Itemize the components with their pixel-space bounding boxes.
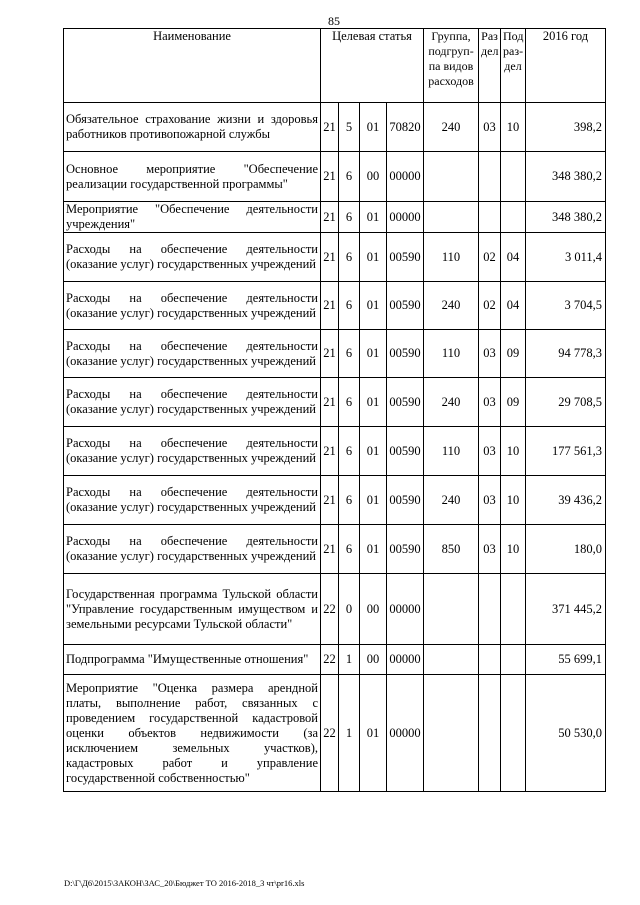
subsection-code: 10 bbox=[501, 427, 526, 476]
target-direction-code: 00000 bbox=[387, 574, 424, 645]
target-direction-code: 00590 bbox=[387, 330, 424, 378]
target-program-code: 21 bbox=[321, 378, 339, 427]
amount-2016: 3 704,5 bbox=[526, 282, 606, 330]
row-name: Расходы на обеспечение деятельности (оказание услуг) государственных учреждений bbox=[64, 476, 321, 525]
row-name: Расходы на обеспечение деятельности (оказание услуг) государственных учреждений bbox=[64, 282, 321, 330]
table-row bbox=[64, 152, 606, 202]
row-name: Расходы на обеспечение деятельности (оказание услуг) государственных учреждений bbox=[64, 427, 321, 476]
subsection-code bbox=[501, 574, 526, 645]
header-name: Наименование bbox=[64, 29, 321, 103]
section-code bbox=[479, 675, 501, 792]
amount-2016: 177 561,3 bbox=[526, 427, 606, 476]
amount-2016: 50 530,0 bbox=[526, 675, 606, 792]
section-code: 03 bbox=[479, 476, 501, 525]
target-event-code: 01 bbox=[360, 427, 387, 476]
page-number: 85 bbox=[328, 14, 340, 28]
amount-2016: 371 445,2 bbox=[526, 574, 606, 645]
target-event-code: 01 bbox=[360, 233, 387, 282]
target-subprogram-code: 0 bbox=[339, 574, 360, 645]
subsection-code: 04 bbox=[501, 282, 526, 330]
target-program-code: 22 bbox=[321, 574, 339, 645]
subsection-code: 10 bbox=[501, 525, 526, 574]
expense-group: 110 bbox=[424, 330, 479, 378]
header-section: Раз дел bbox=[479, 29, 501, 103]
table-row bbox=[64, 202, 606, 233]
row-name: Основное мероприятие "Обеспечение реализации государственной программы" bbox=[64, 152, 321, 202]
expense-group: 110 bbox=[424, 427, 479, 476]
amount-2016: 3 011,4 bbox=[526, 233, 606, 282]
section-code bbox=[479, 645, 501, 675]
target-program-code: 21 bbox=[321, 103, 339, 152]
amount-2016: 398,2 bbox=[526, 103, 606, 152]
header-group: Группа, подгруп- па видов расходов bbox=[424, 29, 479, 103]
subsection-code: 09 bbox=[501, 378, 526, 427]
target-subprogram-code: 6 bbox=[339, 202, 360, 233]
target-event-code: 01 bbox=[360, 202, 387, 233]
header-subsection: Под раз- дел bbox=[501, 29, 526, 103]
row-name: Мероприятие "Обеспечение деятельности учреждения" bbox=[64, 202, 321, 233]
amount-2016: 180,0 bbox=[526, 525, 606, 574]
table-row bbox=[64, 330, 606, 378]
table-header-row bbox=[64, 29, 606, 103]
table-row bbox=[64, 525, 606, 574]
section-code: 03 bbox=[479, 378, 501, 427]
target-event-code: 01 bbox=[360, 476, 387, 525]
table-row bbox=[64, 675, 606, 792]
target-event-code: 00 bbox=[360, 574, 387, 645]
subsection-code bbox=[501, 152, 526, 202]
subsection-code bbox=[501, 675, 526, 792]
target-program-code: 22 bbox=[321, 675, 339, 792]
target-event-code: 01 bbox=[360, 282, 387, 330]
subsection-code bbox=[501, 202, 526, 233]
target-subprogram-code: 6 bbox=[339, 152, 360, 202]
target-subprogram-code: 6 bbox=[339, 525, 360, 574]
section-code bbox=[479, 152, 501, 202]
row-name: Расходы на обеспечение деятельности (оказание услуг) государственных учреждений bbox=[64, 378, 321, 427]
expense-group: 240 bbox=[424, 103, 479, 152]
target-subprogram-code: 1 bbox=[339, 645, 360, 675]
row-name: Мероприятие "Оценка размера арендной платы, выполнение работ, связанных с проведением государственной кадастровой оценки объектов недвижимости (за исключением земельных участков), кадастровых работ и управление государственной собственностью" bbox=[64, 675, 321, 792]
row-name: Обязательное страхование жизни и здоровья работников противопожарной службы bbox=[64, 103, 321, 152]
target-direction-code: 00590 bbox=[387, 282, 424, 330]
amount-2016: 29 708,5 bbox=[526, 378, 606, 427]
target-program-code: 21 bbox=[321, 282, 339, 330]
expense-group bbox=[424, 202, 479, 233]
section-code: 03 bbox=[479, 525, 501, 574]
table-row bbox=[64, 282, 606, 330]
amount-2016: 348 380,2 bbox=[526, 202, 606, 233]
target-event-code: 01 bbox=[360, 378, 387, 427]
subsection-code: 09 bbox=[501, 330, 526, 378]
row-name: Подпрограмма "Имущественные отношения" bbox=[64, 645, 321, 675]
row-name: Расходы на обеспечение деятельности (оказание услуг) государственных учреждений bbox=[64, 233, 321, 282]
target-direction-code: 00000 bbox=[387, 675, 424, 792]
expense-group: 240 bbox=[424, 476, 479, 525]
expense-group bbox=[424, 675, 479, 792]
target-event-code: 01 bbox=[360, 525, 387, 574]
target-subprogram-code: 1 bbox=[339, 675, 360, 792]
target-direction-code: 00000 bbox=[387, 202, 424, 233]
target-program-code: 21 bbox=[321, 233, 339, 282]
target-subprogram-code: 5 bbox=[339, 103, 360, 152]
expense-group: 850 bbox=[424, 525, 479, 574]
target-program-code: 21 bbox=[321, 330, 339, 378]
target-direction-code: 00590 bbox=[387, 427, 424, 476]
section-code: 02 bbox=[479, 282, 501, 330]
table-row bbox=[64, 233, 606, 282]
target-event-code: 01 bbox=[360, 675, 387, 792]
target-subprogram-code: 6 bbox=[339, 427, 360, 476]
target-subprogram-code: 6 bbox=[339, 476, 360, 525]
row-name: Расходы на обеспечение деятельности (оказание услуг) государственных учреждений bbox=[64, 525, 321, 574]
budget-table bbox=[63, 28, 606, 792]
file-path-footer: D:\Г\Д6\2015\ЗАКОН\ЗАС_20\Бюджет ТО 2016-2018_3 чт\pr16.xls bbox=[64, 878, 305, 888]
target-event-code: 01 bbox=[360, 330, 387, 378]
subsection-code bbox=[501, 645, 526, 675]
target-direction-code: 70820 bbox=[387, 103, 424, 152]
target-direction-code: 00000 bbox=[387, 645, 424, 675]
expense-group: 240 bbox=[424, 378, 479, 427]
expense-group bbox=[424, 574, 479, 645]
expense-group: 110 bbox=[424, 233, 479, 282]
expense-group bbox=[424, 645, 479, 675]
target-direction-code: 00590 bbox=[387, 525, 424, 574]
target-program-code: 21 bbox=[321, 476, 339, 525]
target-subprogram-code: 6 bbox=[339, 378, 360, 427]
expense-group bbox=[424, 152, 479, 202]
amount-2016: 348 380,2 bbox=[526, 152, 606, 202]
section-code: 03 bbox=[479, 103, 501, 152]
target-program-code: 21 bbox=[321, 152, 339, 202]
table-row bbox=[64, 103, 606, 152]
section-code bbox=[479, 574, 501, 645]
row-name: Государственная программа Тульской области "Управление государственным имуществом и земельными ресурсами Тульской области" bbox=[64, 574, 321, 645]
table-row bbox=[64, 645, 606, 675]
target-direction-code: 00590 bbox=[387, 476, 424, 525]
amount-2016: 94 778,3 bbox=[526, 330, 606, 378]
amount-2016: 39 436,2 bbox=[526, 476, 606, 525]
section-code: 03 bbox=[479, 330, 501, 378]
header-target-article: Целевая статья bbox=[321, 29, 424, 103]
row-name: Расходы на обеспечение деятельности (оказание услуг) государственных учреждений bbox=[64, 330, 321, 378]
subsection-code: 04 bbox=[501, 233, 526, 282]
target-event-code: 01 bbox=[360, 103, 387, 152]
table-row bbox=[64, 427, 606, 476]
target-program-code: 21 bbox=[321, 525, 339, 574]
section-code: 03 bbox=[479, 427, 501, 476]
table-body bbox=[64, 103, 606, 792]
target-direction-code: 00000 bbox=[387, 152, 424, 202]
target-direction-code: 00590 bbox=[387, 233, 424, 282]
expense-group: 240 bbox=[424, 282, 479, 330]
table-row bbox=[64, 574, 606, 645]
table-row bbox=[64, 378, 606, 427]
target-subprogram-code: 6 bbox=[339, 233, 360, 282]
subsection-code: 10 bbox=[501, 103, 526, 152]
section-code: 02 bbox=[479, 233, 501, 282]
target-program-code: 21 bbox=[321, 427, 339, 476]
subsection-code: 10 bbox=[501, 476, 526, 525]
target-subprogram-code: 6 bbox=[339, 330, 360, 378]
target-direction-code: 00590 bbox=[387, 378, 424, 427]
target-event-code: 00 bbox=[360, 645, 387, 675]
table-row bbox=[64, 476, 606, 525]
header-year: 2016 год bbox=[526, 29, 606, 103]
section-code bbox=[479, 202, 501, 233]
target-program-code: 22 bbox=[321, 645, 339, 675]
target-program-code: 21 bbox=[321, 202, 339, 233]
target-event-code: 00 bbox=[360, 152, 387, 202]
target-subprogram-code: 6 bbox=[339, 282, 360, 330]
amount-2016: 55 699,1 bbox=[526, 645, 606, 675]
